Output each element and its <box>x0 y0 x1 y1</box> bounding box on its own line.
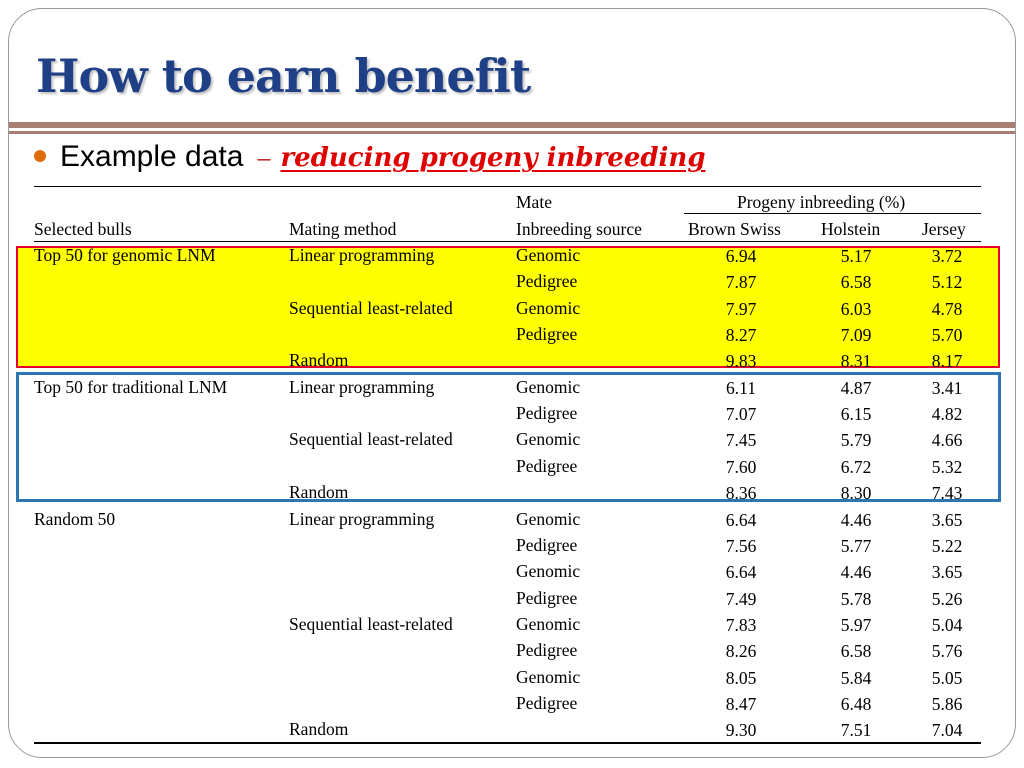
cell-jersey: 4.66 <box>931 430 963 451</box>
cell-mating-method: Sequential least-related <box>289 429 453 450</box>
header-brown-swiss: Brown Swiss <box>688 219 781 239</box>
cell-brown-swiss: 6.11 <box>726 377 756 398</box>
cell-holstein: 8.30 <box>840 483 872 504</box>
cell-jersey: 4.78 <box>931 298 963 319</box>
cell-holstein: 6.72 <box>840 456 872 477</box>
cell-inbreeding-source: Genomic <box>516 376 581 397</box>
cell-inbreeding-source: Genomic <box>516 429 581 450</box>
cell-brown-swiss: 8.27 <box>725 325 757 346</box>
cell-jersey: 3.65 <box>931 562 963 583</box>
cell-jersey: 3.65 <box>931 509 963 530</box>
header-jersey: Jersey <box>922 219 966 239</box>
cell-inbreeding-source: Pedigree <box>516 455 578 476</box>
cell-brown-swiss: 7.60 <box>725 456 757 477</box>
cell-jersey: 5.70 <box>931 325 963 346</box>
cell-jersey: 5.05 <box>931 667 963 688</box>
slide-title: How to earn benefit <box>36 49 531 103</box>
cell-jersey: 5.04 <box>931 614 963 635</box>
cell-jersey: 3.41 <box>931 377 963 398</box>
cell-inbreeding-source: Genomic <box>516 508 581 529</box>
cell-inbreeding-source: Pedigree <box>516 534 578 555</box>
cell-holstein: 6.48 <box>840 693 872 714</box>
cell-holstein: 8.31 <box>840 351 872 372</box>
header-progeny-inbreeding: Progeny inbreeding (%) <box>737 192 906 212</box>
bullet-dash: – <box>257 143 271 172</box>
cell-inbreeding-source: Genomic <box>516 561 581 582</box>
cell-inbreeding-source: Genomic <box>516 666 581 687</box>
cell-brown-swiss: 7.97 <box>725 298 757 319</box>
cell-selected-bulls: Top 50 for traditional LNM <box>34 376 228 397</box>
cell-brown-swiss: 8.47 <box>725 693 757 714</box>
cell-brown-swiss: 8.05 <box>725 667 757 688</box>
cell-brown-swiss: 7.45 <box>725 430 757 451</box>
cell-jersey: 4.82 <box>931 404 963 425</box>
cell-holstein: 5.79 <box>840 430 872 451</box>
cell-holstein: 5.84 <box>840 667 872 688</box>
cell-inbreeding-source: Genomic <box>516 245 581 265</box>
cell-jersey: 3.72 <box>931 246 963 266</box>
cell-inbreeding-source: Pedigree <box>516 692 578 713</box>
cell-holstein: 5.17 <box>840 246 872 266</box>
cell-holstein: 6.03 <box>840 298 872 319</box>
cell-jersey: 8.17 <box>931 351 963 372</box>
cell-brown-swiss: 9.83 <box>725 351 757 372</box>
cell-inbreeding-source: Pedigree <box>516 403 578 424</box>
cell-selected-bulls: Random 50 <box>34 508 116 529</box>
cell-selected-bulls: Top 50 for genomic LNM <box>34 245 216 265</box>
header-inbreeding-source: Inbreeding source <box>516 219 642 239</box>
cell-jersey: 7.04 <box>931 720 963 741</box>
cell-brown-swiss: 7.56 <box>725 535 757 556</box>
cell-brown-swiss: 7.87 <box>725 272 757 293</box>
cell-brown-swiss: 6.64 <box>725 509 757 530</box>
cell-jersey: 5.86 <box>931 693 963 714</box>
cell-brown-swiss: 7.49 <box>725 588 757 609</box>
cell-inbreeding-source: Pedigree <box>516 271 578 292</box>
cell-holstein: 5.97 <box>840 614 872 635</box>
cell-brown-swiss: 6.64 <box>725 562 757 583</box>
cell-mating-method: Linear programming <box>289 508 435 529</box>
header-mate: Mate <box>516 192 552 212</box>
cell-holstein: 5.78 <box>840 588 872 609</box>
cell-holstein: 7.09 <box>840 325 872 346</box>
cell-mating-method: Random <box>289 350 349 371</box>
header-mating-method: Mating method <box>289 219 397 239</box>
cell-brown-swiss: 7.07 <box>725 404 757 425</box>
cell-holstein: 7.51 <box>840 720 872 741</box>
cell-inbreeding-source: Genomic <box>516 613 581 634</box>
cell-brown-swiss: 6.94 <box>725 246 757 266</box>
cell-jersey: 5.22 <box>931 535 963 556</box>
cell-inbreeding-source: Genomic <box>516 297 581 318</box>
cell-holstein: 6.15 <box>840 404 872 425</box>
cell-holstein: 4.46 <box>840 562 872 583</box>
cell-holstein: 4.87 <box>840 377 872 398</box>
cell-holstein: 6.58 <box>840 272 872 293</box>
bullet-line <box>34 140 706 180</box>
header-holstein: Holstein <box>821 219 881 239</box>
cell-jersey: 7.43 <box>931 483 963 504</box>
cell-holstein: 6.58 <box>840 641 872 662</box>
cell-inbreeding-source: Pedigree <box>516 324 578 345</box>
bullet-text: Example data <box>60 140 244 173</box>
cell-jersey: 5.12 <box>931 272 963 293</box>
cell-mating-method: Sequential least-related <box>289 297 453 318</box>
bullet-subtitle: reducing progeny inbreeding <box>280 143 706 173</box>
cell-jersey: 5.26 <box>931 588 963 609</box>
title-divider-thick <box>9 122 1015 128</box>
header-selected-bulls: Selected bulls <box>34 219 132 239</box>
cell-brown-swiss: 9.30 <box>725 720 757 741</box>
cell-mating-method: Random <box>289 482 349 503</box>
title-divider-thin <box>9 131 1015 134</box>
cell-brown-swiss: 8.36 <box>725 483 757 504</box>
cell-brown-swiss: 8.26 <box>725 641 757 662</box>
cell-mating-method: Random <box>289 719 349 740</box>
cell-holstein: 4.46 <box>840 509 872 530</box>
bullet-dot-icon <box>34 150 46 162</box>
cell-holstein: 5.77 <box>840 535 872 556</box>
cell-jersey: 5.32 <box>931 456 963 477</box>
cell-brown-swiss: 7.83 <box>725 614 757 635</box>
cell-mating-method: Linear programming <box>289 245 435 265</box>
cell-mating-method: Linear programming <box>289 376 435 397</box>
cell-mating-method: Sequential least-related <box>289 613 453 634</box>
cell-inbreeding-source: Pedigree <box>516 640 578 661</box>
cell-inbreeding-source: Pedigree <box>516 587 578 608</box>
cell-jersey: 5.76 <box>931 641 963 662</box>
